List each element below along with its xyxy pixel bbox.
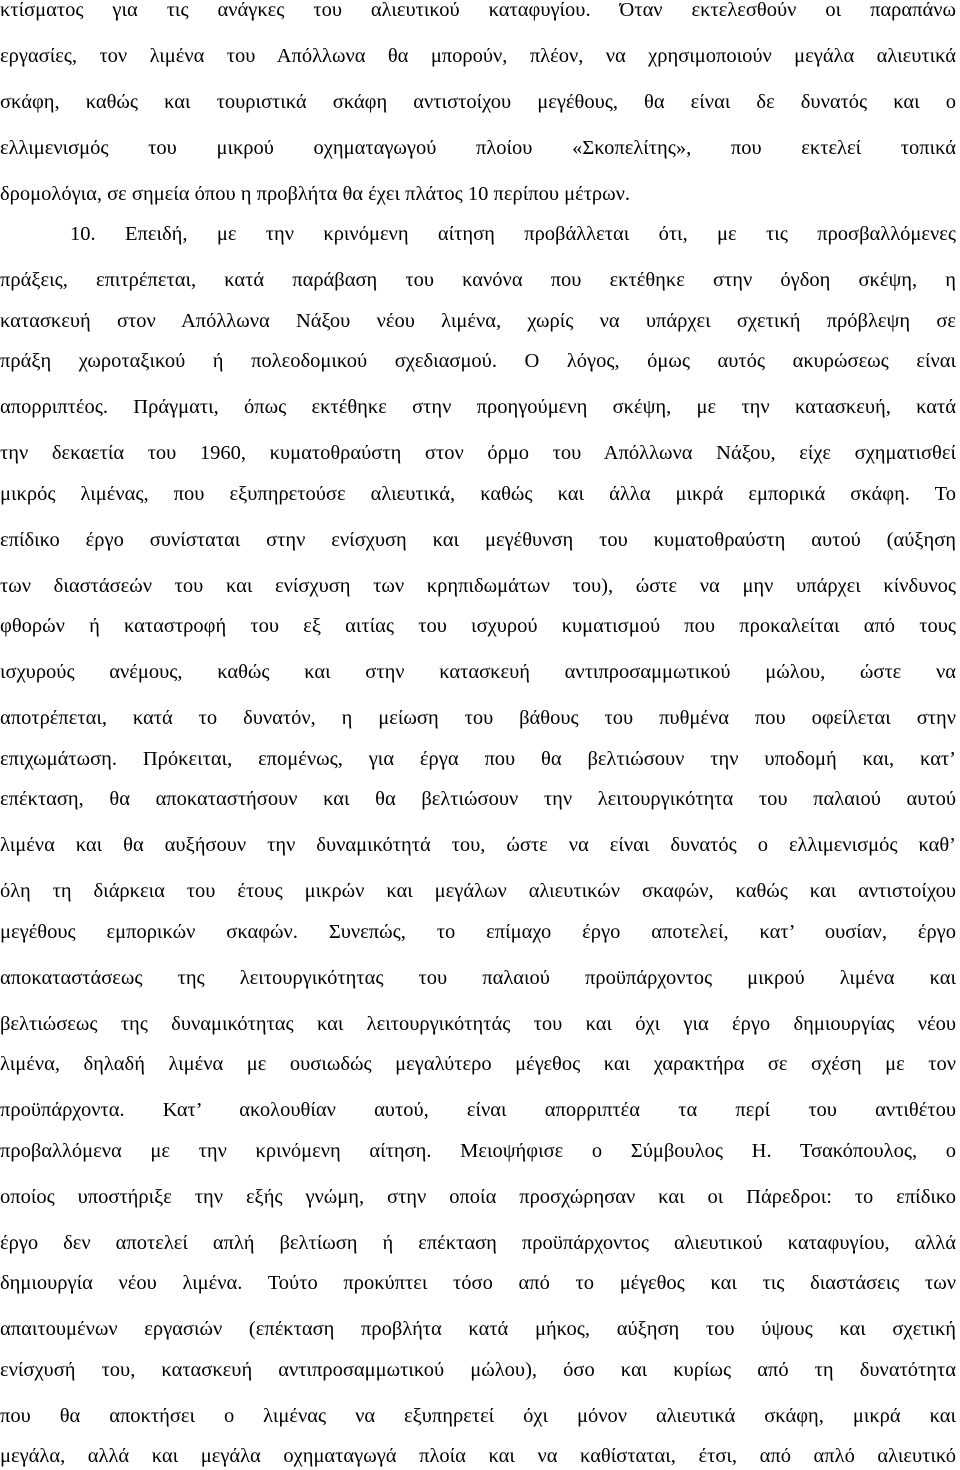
text-line: σκάφη, καθώς και τουριστικά σκάφη αντιστοίχου μεγέθους, θα είναι δε δυνατός και ο <box>0 91 956 113</box>
text-line: μεγέθους εμπορικών σκαφών. Συνεπώς, το επίμαχο έργο αποτελεί, κατ’ ουσίαν, έργο <box>0 921 956 943</box>
text-line: μεγάλα, αλλά και μεγάλα οχηματαγωγά πλοία και να καθίσταται, έτσι, από απλό αλιευτικό <box>0 1445 956 1467</box>
text-line: μικρός λιμένας, που εξυπηρετούσε αλιευτικά, καθώς και άλλα μικρά εμπορικά σκάφη. Το <box>0 483 956 505</box>
text-line: αποκαταστάσεως της λειτουργικότητας του παλαιού προϋπάρχοντος μικρού λιμένα και <box>0 967 956 989</box>
text-line: ελλιμενισμός του μικρού οχηματαγωγού πλοίου «Σκοπελίτης», που εκτελεί τοπικά <box>0 137 956 159</box>
text-line: έργο δεν αποτελεί απλή βελτίωση ή επέκταση προϋπάρχοντος αλιευτικού καταφυγίου, αλλά <box>0 1232 956 1254</box>
text-line: δημιουργία νέου λιμένα. Τούτο προκύπτει τόσο από το μέγεθος και τις διαστάσεις των <box>0 1272 956 1294</box>
text-line: απορριπτέος. Πράγματι, όπως εκτέθηκε στην προηγούμενη σκέψη, με την κατασκευή, κατά <box>0 396 956 418</box>
text-line: πράξη χωροταξικού ή πολεοδομικού σχεδιασμού. Ο λόγος, όμως αυτός ακυρώσεως είναι <box>0 350 956 372</box>
text-line: δρομολόγια, σε σημεία όπου η προβλήτα θα έχει πλάτος 10 περίπου μέτρων. <box>0 183 631 205</box>
text-line: ενίσχυσή του, κατασκευή αντιπροσαμμωτικού μώλου), όσο και κυρίως από τη δυνατότητα <box>0 1359 956 1381</box>
paragraph-start-line: 10. Επειδή, με την κρινόμενη αίτηση προβάλλεται ότι, με τις προσβαλλόμενες <box>70 223 956 245</box>
text-line: πράξεις, επιτρέπεται, κατά παράβαση του κανόνα που εκτέθηκε στην όγδοη σκέψη, η <box>0 269 956 291</box>
text-line: εργασίες, τον λιμένα του Απόλλωνα θα μπορούν, πλέον, να χρησιμοποιούν μεγάλα αλιευτικά <box>0 45 956 67</box>
text-line: οποίος υποστήριξε την εξής γνώμη, στην οποία προσχώρησαν και οι Πάρεδροι: το επίδικο <box>0 1186 956 1208</box>
text-line: επιχωμάτωση. Πρόκειται, επομένως, για έργα που θα βελτιώσουν την υποδομή και, κατ’ <box>0 748 956 770</box>
text-line: φθορών ή καταστροφή του εξ αιτίας του ισχυρού κυματισμού που προκαλείται από τους <box>0 615 956 637</box>
text-line: λιμένα και θα αυξήσουν την δυναμικότητά του, ώστε να είναι δυνατός ο ελλιμενισμός καθ’ <box>0 834 956 856</box>
text-line: απαιτουμένων εργασιών (επέκταση προβλήτα κατά μήκος, αύξηση του ύψους και σχετική <box>0 1318 956 1340</box>
text-line: λιμένα, δηλαδή λιμένα με ουσιωδώς μεγαλύτερο μέγεθος και χαρακτήρα σε σχέση με τον <box>0 1053 956 1075</box>
text-line: των διαστάσεών του και ενίσχυση των κρηπιδωμάτων του), ώστε να μην υπάρχει κίνδυνος <box>0 575 956 597</box>
text-line: βελτιώσεως της δυναμικότητας και λειτουργικότητάς του και όχι για έργο δημιουργίας νέου <box>0 1013 956 1035</box>
text-line: επέκταση, θα αποκαταστήσουν και θα βελτιώσουν την λειτουργικότητα του παλαιού αυτού <box>0 788 956 810</box>
text-line: προβαλλόμενα με την κρινόμενη αίτηση. Μειοψήφισε ο Σύμβουλος Η. Τσακόπουλος, ο <box>0 1140 956 1162</box>
text-line: αποτρέπεται, κατά το δυνατόν, η μείωση του βάθους του πυθμένα που οφείλεται στην <box>0 707 956 729</box>
text-line: ισχυρούς ανέμους, καθώς και στην κατασκευή αντιπροσαμμωτικού μώλου, ώστε να <box>0 661 956 683</box>
text-line: προϋπάρχοντα. Κατ’ ακολουθίαν αυτού, είναι απορριπτέα τα περί του αντιθέτου <box>0 1099 956 1121</box>
text-line: την δεκαετία του 1960, κυματοθραύστη στον όρμο του Απόλλωνα Νάξου, είχε σχηματισθεί <box>0 442 956 464</box>
text-line: επίδικο έργο συνίσταται στην ενίσχυση και μεγέθυνση του κυματοθραύστη αυτού (αύξηση <box>0 529 956 551</box>
text-line: κατασκευή στον Απόλλωνα Νάξου νέου λιμένα, χωρίς να υπάρχει σχετική πρόβλεψη σε <box>0 310 956 332</box>
text-line: όλη τη διάρκεια του έτους μικρών και μεγάλων αλιευτικών σκαφών, καθώς και αντιστοίχου <box>0 880 956 902</box>
text-line: που θα αποκτήσει ο λιμένας να εξυπηρετεί όχι μόνον αλιευτικά σκάφη, μικρά και <box>0 1405 956 1427</box>
text-line: κτίσματος για τις ανάγκες του αλιευτικού καταφυγίου. Όταν εκτελεσθούν οι παραπάνω <box>0 0 956 21</box>
